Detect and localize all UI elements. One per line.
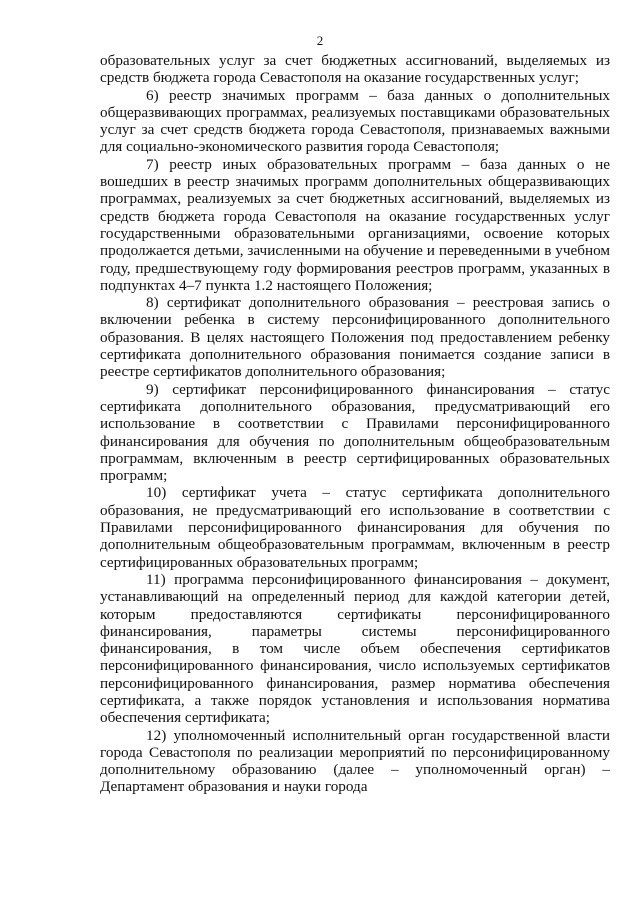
list-item-number: 12) [146,726,167,744]
list-item-6 [100,87,610,156]
document-body [100,52,610,796]
list-item-number: 6) [146,86,159,104]
page-number: 2 [316,33,324,48]
list-item-10 [100,484,610,570]
paragraph-text: образовательных услуг за счет бюджетных ассигнований, выделяемых из средств бюджета города Севастополя на оказание государственных услуг; [100,52,610,87]
list-item-text: уполномоченный исполнительный орган государственной власти города Севастополя по реализации мероприятий по персонифицированному дополнительному образованию (далее – уполномоченный орган) – Департамент образования и науки города [100,726,611,796]
list-item-number: 9) [146,380,159,398]
list-item-7 [100,156,610,294]
list-item-text: программа персонифицированного финансирования – документ, устанавливающий на определенный период для каждой категории детей, которым предоставляются сертификаты персонифицированного финансирования, параметры системы персонифицированного финансирования, в том числе объем обеспечения сертификатов персонифицированного финансирования, число используемых сертификатов персонифицированного финансирования, размер норматива обеспечения сертификата, а также порядок установления и использования норматива обеспечения сертификата; [100,570,610,727]
list-item-11 [100,571,610,727]
list-item-number: 7) [146,155,159,173]
list-item-number: 10) [146,484,167,502]
list-item-number: 8) [146,294,159,312]
list-item-text: сертификат учета – статус сертификата дополнительного образования, не предусматривающий его использование в соответствии с Правилами персонифицированного финансирования для обучения по дополнительным общеобразовательным программам, включенным в реестр сертифицированных образовательных программ; [100,484,610,571]
list-item-text: реестр значимых программ – база данных о дополнительных общеразвивающих программах, реализуемых поставщиками образовательных услуг за счет средств бюджета города Севастополя, признаваемых важными для социально-экономического развития города Севастополя; [100,86,610,156]
list-item-8 [100,294,610,380]
list-item-9 [100,381,610,485]
list-item-text: реестр иных образовательных программ – база данных о не вошедших в реестр значимых программ дополнительных общеразвивающих программах, реализуемых за счет бюджетных ассигнований, выделяемых из средств бюджета города Севастополя на оказание государственных услуг государственными образовательными организациями, освоение которых продолжается детьми, зачисленными на обучение и переведенными в учебном году, предшествующему году формирования реестров программ, указанных в подпунктах 4–7 пункта 1.2 настоящего Положения; [100,155,611,294]
list-item-text: сертификат дополнительного образования – реестровая запись о включении ребенка в систему персонифицированного дополнительного образования. В целях настоящего Положения под предоставлением ребенку сертификата дополнительного образования понимается создание записи в реестре сертификатов дополнительного образования; [100,294,611,381]
list-item-12 [100,727,610,796]
list-item-number: 11) [146,570,166,588]
list-item-text: сертификат персонифицированного финансирования – статус сертификата дополнительного образования, предусматривающий его использование в соответствии с Правилами персонифицированного финансирования для обучения по дополнительным общеобразовательным программам, включенным в реестр сертифицированных образовательных программ; [100,380,610,485]
paragraph-continuation [100,52,610,87]
